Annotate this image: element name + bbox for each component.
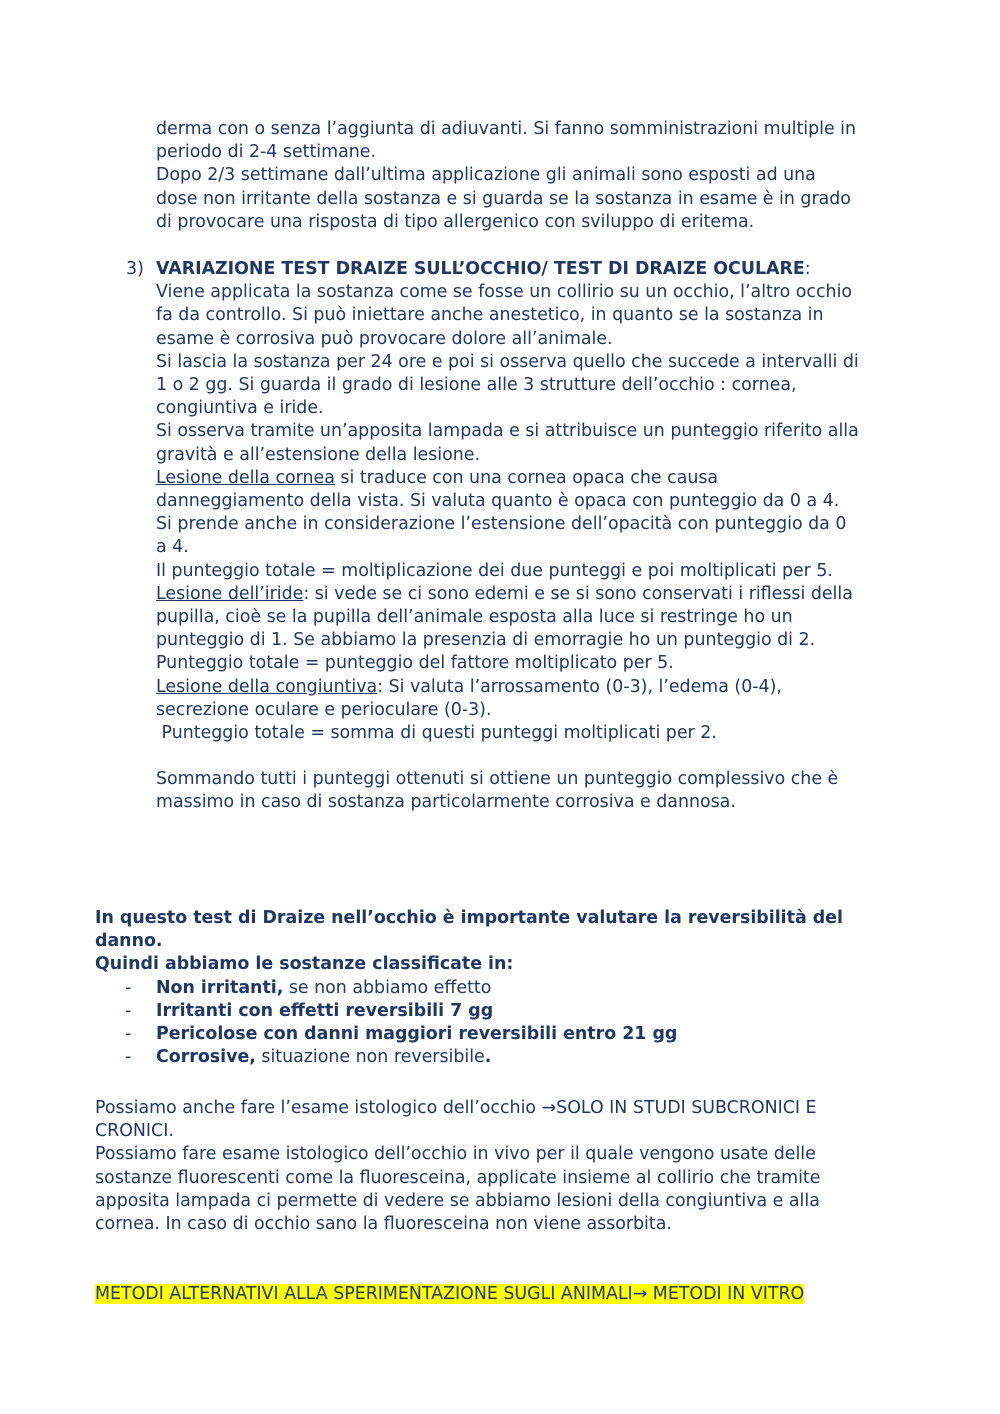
text-line: Si lascia la sostanza per 24 ore e poi si osserva quello che succede a intervalli di: [156, 351, 859, 372]
text-line: 1 o 2 gg. Si guarda il grado di lesione alle 3 strutture dell’occhio : cornea,: [156, 375, 797, 396]
cornea-lesion-text: si traduce con una cornea opaca che causa: [334, 467, 719, 488]
text-line: Quindi abbiamo le sostanze classificate in:: [95, 954, 514, 975]
text-line: Punteggio totale = somma di questi punteggi moltiplicati per 2.: [156, 723, 717, 744]
highlighted-heading: [95, 1284, 804, 1304]
item-text: situazione non reversibile: [255, 1047, 485, 1068]
arrow-icon: →: [632, 1284, 648, 1304]
classification-list: [95, 977, 915, 1070]
congiuntiva-lesion-line: [156, 676, 916, 699]
text-line: di provocare una risposta di tipo allergenico con sviluppo di eritema.: [156, 211, 755, 232]
item-bold: Non irritanti,: [156, 977, 284, 998]
text-line: In questo test di Draize nell’occhio è importante valutare la reversibilità del: [95, 908, 843, 928]
cornea-lesion-line: [156, 467, 916, 490]
list-item: [95, 1000, 915, 1023]
text-line: danneggiamento della vista. Si valuta quanto è opaca con punteggio da 0 a 4.: [156, 491, 840, 512]
text-line: cornea. In caso di occhio sano la fluoresceina non viene assorbita.: [95, 1214, 672, 1235]
item-text: se non abbiamo effetto: [283, 977, 492, 998]
text-line: Viene applicata la sostanza come se fosse un collirio su un occhio, l’altro occhio: [156, 282, 853, 303]
item-tail: .: [484, 1047, 492, 1068]
section-title-text: VARIAZIONE TEST DRAIZE SULL’OCCHIO/ TEST DI DRAIZE OCULARE: [156, 259, 805, 279]
dash-bullet: -: [125, 977, 132, 998]
item-bold: Corrosive,: [156, 1047, 256, 1068]
text-line: secrezione oculare e perioculare (0-3).: [156, 699, 492, 720]
text-line: dose non irritante della sostanza e si guarda se la sostanza in esame è in grado: [156, 188, 851, 209]
text-line: Dopo 2/3 settimane dall’ultima applicazione gli animali sono esposti ad una: [156, 165, 816, 186]
text-line: Il punteggio totale = moltiplicazione dei due punteggi e poi moltiplicati per 5.: [156, 560, 833, 581]
item-bold: Irritanti con effetti reversibili 7 gg: [156, 1000, 494, 1021]
list-item: [95, 1046, 915, 1069]
heading-text: METODI IN VITRO: [647, 1284, 805, 1304]
congiuntiva-lesion-text: : Si valuta l’arrossamento (0-3), l’edema (0-4),: [377, 676, 782, 697]
congiuntiva-lesion-label: Lesione della congiuntiva: [156, 676, 378, 697]
text-line: apposita lampada ci permette di vedere se abbiamo lesioni della congiuntiva e alla: [95, 1190, 820, 1211]
heading-text: METODI ALTERNATIVI ALLA SPERIMENTAZIONE SUGLI ANIMALI: [95, 1284, 633, 1304]
iride-lesion-line: [156, 583, 916, 606]
text-line: gravità e all’estensione della lesione.: [156, 444, 481, 465]
text-line: danno.: [95, 931, 163, 952]
summary-paragraph: [156, 768, 916, 814]
section-title: [156, 258, 916, 281]
list-item: [95, 1023, 915, 1046]
cornea-lesion-label: Lesione della cornea: [156, 467, 335, 488]
text-line: massimo in caso di sostanza particolarmente corrosiva e dannosa.: [156, 792, 736, 813]
text-line: [95, 1097, 915, 1120]
reversibility-section: [95, 907, 915, 1069]
iride-lesion-text: : si vede se ci sono edemi e se si sono conservati i riflessi della: [303, 583, 853, 604]
text-line: Punteggio totale = punteggio del fattore moltiplicato per 5.: [156, 653, 674, 674]
dash-bullet: -: [125, 1000, 132, 1021]
text-line: a 4.: [156, 537, 189, 558]
text-line: Si osserva tramite un’apposita lampada e si attribuisce un punteggio riferito alla: [156, 421, 859, 442]
list-item: [95, 977, 915, 1000]
text-line: derma con o senza l’aggiunta di adiuvanti. Si fanno somministrazioni multiple in: [156, 119, 857, 139]
arrow-icon: →: [541, 1098, 557, 1118]
text-span: Possiamo anche fare l’esame istologico dell’occhio: [95, 1098, 542, 1118]
intro-paragraph: [156, 118, 916, 234]
iride-lesion-label: Lesione dell’iride: [156, 583, 304, 604]
text-span: SOLO IN STUDI SUBCRONICI E: [556, 1098, 817, 1118]
text-line: Possiamo fare esame istologico dell’occhio in vivo per il quale vengono usate delle: [95, 1144, 816, 1165]
text-line: periodo di 2-4 settimane.: [156, 142, 376, 163]
section-3: [156, 258, 916, 745]
text-line: pupilla, cioè se la pupilla dell’animale esposta alla luce si restringe ho un: [156, 607, 793, 628]
text-line: CRONICI.: [95, 1121, 174, 1142]
text-line: Sommando tutti i punteggi ottenuti si ottiene un punteggio complessivo che è: [156, 769, 839, 789]
item-bold: Pericolose con danni maggiori reversibili entro 21 gg: [156, 1024, 678, 1045]
colon: :: [804, 259, 811, 279]
histology-paragraph: [95, 1097, 915, 1236]
text-line: punteggio di 1. Se abbiamo la presenzia di emorragie ho un punteggio di 2.: [156, 630, 816, 651]
text-line: sostanze fluorescenti come la fluoresceina, applicate insieme al collirio che tramite: [95, 1167, 821, 1188]
text-line: esame è corrosiva può provocare dolore all’animale.: [156, 328, 613, 349]
dash-bullet: -: [125, 1024, 132, 1045]
text-line: congiuntiva e iride.: [156, 398, 324, 419]
text-line: fa da controllo. Si può iniettare anche anestetico, in quanto se la sostanza in: [156, 305, 824, 326]
text-line: Si prende anche in considerazione l’estensione dell’opacità con punteggio da 0: [156, 514, 847, 535]
alternative-methods-heading: [95, 1283, 915, 1306]
dash-bullet: -: [125, 1047, 132, 1068]
list-number: 3): [126, 259, 144, 279]
